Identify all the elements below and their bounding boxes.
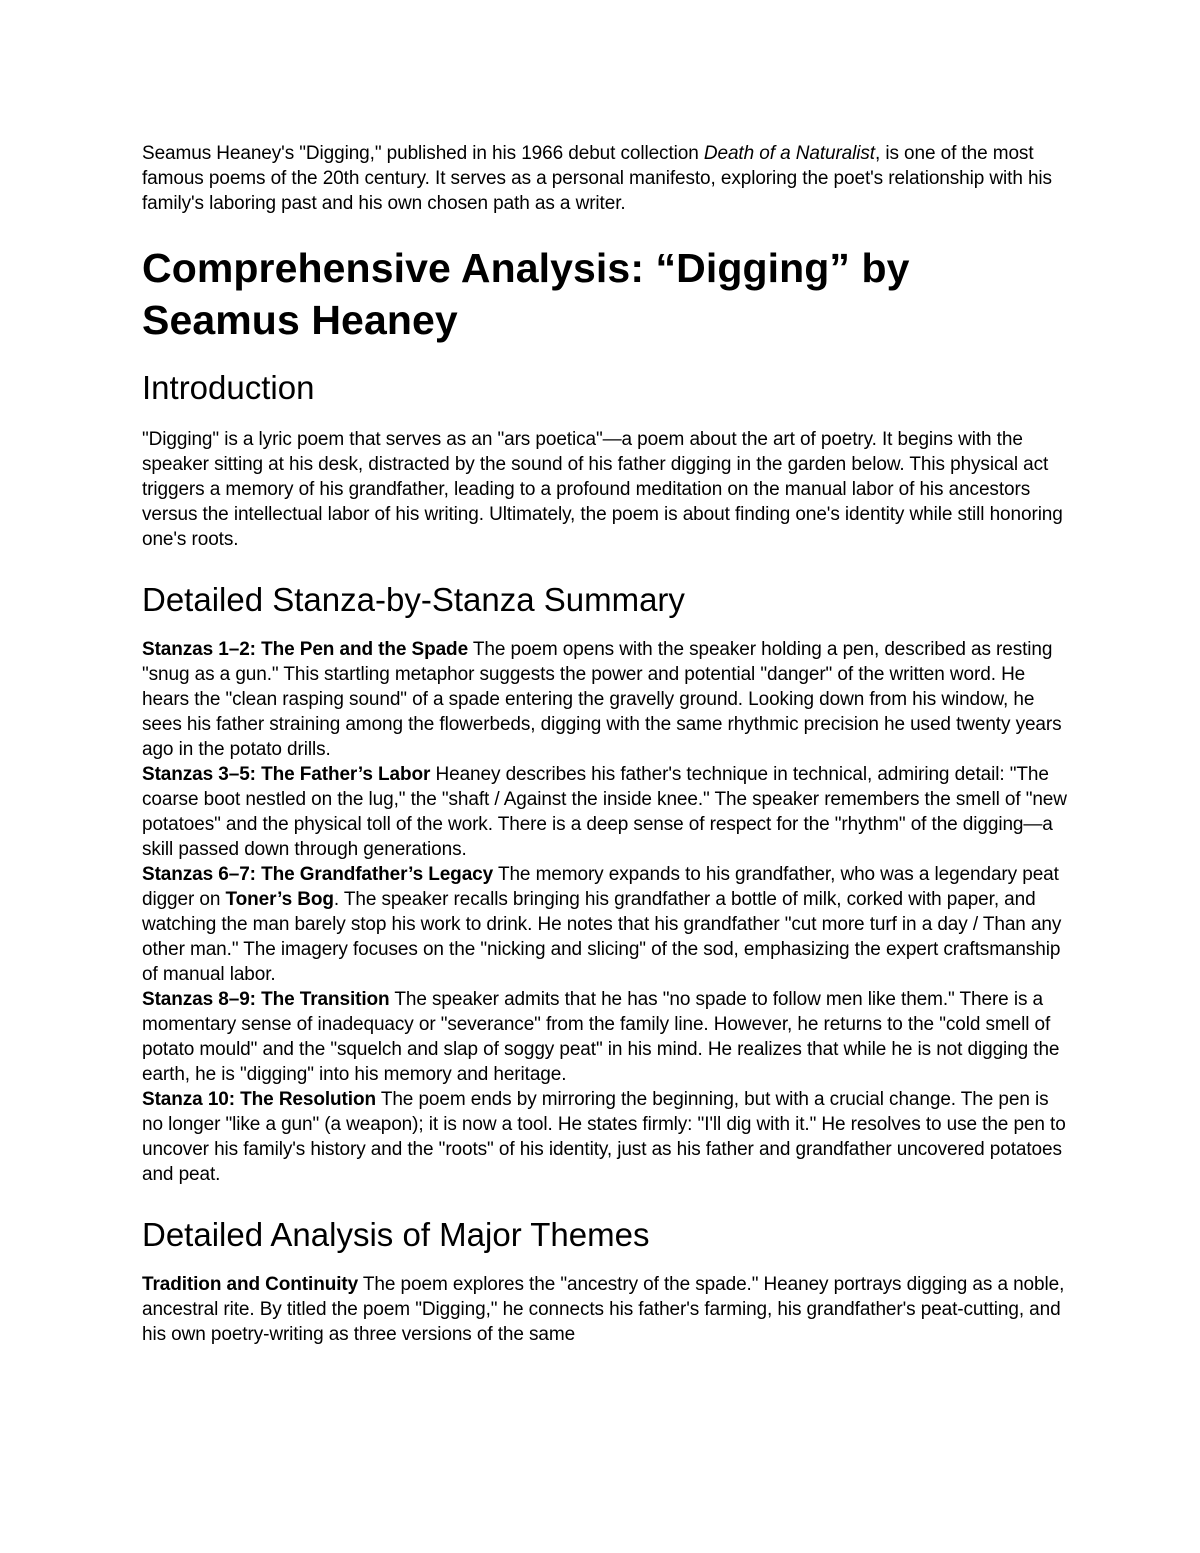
- stanza-summary-1-2: [142, 637, 1072, 762]
- stanza-text: Heaney describes his father's technique in technical, admiring detail: "The coarse boot nestled on the lug," the "shaft / Against the inside knee." The speaker remembers the smell of "new potatoes" and the physical toll of the work. There is a deep sense of respect for the "rhythm" of the digging—a skill passed down through generations.: [142, 764, 1067, 860]
- stanza-summary-3-5: [142, 762, 1072, 862]
- intro-text-after: , is one of the most famous poems of the 20th century. It serves as a personal manifesto, exploring the poet's relationship with his family's laboring past and his own chosen path as a writer.: [142, 143, 1052, 214]
- stanza-text: The poem opens with the speaker holding a pen, described as resting "snug as a gun." This startling metaphor suggests the power and potential "danger" of the written word. He hears the "clean rasping sound" of a spade entering the gravelly ground. Looking down from his window, he sees his father straining among the flowerbeds, digging with the same rhythmic precision he used twenty years ago in the potato drills.: [142, 639, 1062, 760]
- document-title: Comprehensive Analysis: “Digging” by Seamus Heaney: [142, 245, 910, 343]
- introduction-paragraph: "Digging" is a lyric poem that serves as an "ars poetica"—a poem about the art of poetry. It begins with the speaker sitting at his desk, distracted by the sound of his father digging in the garden below. This physical act triggers a memory of his grandfather, leading to a profound meditation on the manual labor of his ancestors versus the intellectual labor of his writing. Ultimately, the poem is about finding one's identity while still honoring one's roots.: [142, 429, 1063, 550]
- stanza-text-before: The memory expands to his grandfather, who was a legendary peat digger on: [142, 864, 1059, 910]
- themes-heading: Detailed Analysis of Major Themes: [142, 1216, 650, 1253]
- stanza-summary-6-7: [142, 862, 1072, 987]
- theme-label: Tradition and Continuity: [142, 1274, 359, 1295]
- document-page: [142, 141, 1072, 1347]
- stanza-summary-8-9: [142, 987, 1072, 1087]
- stanza-summary-10: [142, 1087, 1072, 1187]
- intro-paragraph: [142, 141, 1072, 216]
- stanza-label: Stanzas 3–5: The Father’s Labor: [142, 764, 431, 785]
- stanza-text: The speaker admits that he has "no spade to follow men like them." There is a momentary sense of inadequacy or "severance" from the family line. However, he returns to the "cold smell of potato mould" and the "squelch and slap of soggy peat" in his mind. He realizes that while he is not digging the earth, he is "digging" into his memory and heritage.: [142, 989, 1060, 1085]
- summary-heading: Detailed Stanza-by-Stanza Summary: [142, 581, 685, 618]
- theme-tradition: [142, 1272, 1072, 1347]
- theme-text: The poem explores the "ancestry of the spade." Heaney portrays digging as a noble, ancestral rite. By titled the poem "Digging," he connects his father's farming, his grandfather's peat-cutting, and his own poetry-writing as three versions of the same: [142, 1274, 1065, 1345]
- book-title: Death of a Naturalist: [703, 143, 875, 164]
- place-name: Toner’s Bog: [225, 889, 334, 910]
- stanza-label: Stanzas 1–2: The Pen and the Spade: [142, 639, 469, 660]
- stanza-text: The poem ends by mirroring the beginning, but with a crucial change. The pen is no longer "like a gun" (a weapon); it is now a tool. He states firmly: "I'll dig with it." He resolves to use the pen to uncover his family's history and the "roots" of his identity, just as his father and grandfather uncovered potatoes and peat.: [142, 1089, 1066, 1185]
- stanza-label: Stanzas 6–7: The Grandfather’s Legacy: [142, 864, 494, 885]
- intro-text-before: Seamus Heaney's "Digging," published in his 1966 debut collection: [142, 143, 704, 164]
- stanza-label: Stanza 10: The Resolution: [142, 1089, 376, 1110]
- introduction-heading: Introduction: [142, 369, 315, 406]
- stanza-text-after: . The speaker recalls bringing his grandfather a bottle of milk, corked with paper, and watching the man barely stop his work to drink. He notes that his grandfather "cut more turf in a day / Than any other man." The imagery focuses on the "nicking and slicing" of the sod, emphasizing the expert craftsmanship of manual labor.: [142, 889, 1062, 985]
- stanza-label: Stanzas 8–9: The Transition: [142, 989, 390, 1010]
